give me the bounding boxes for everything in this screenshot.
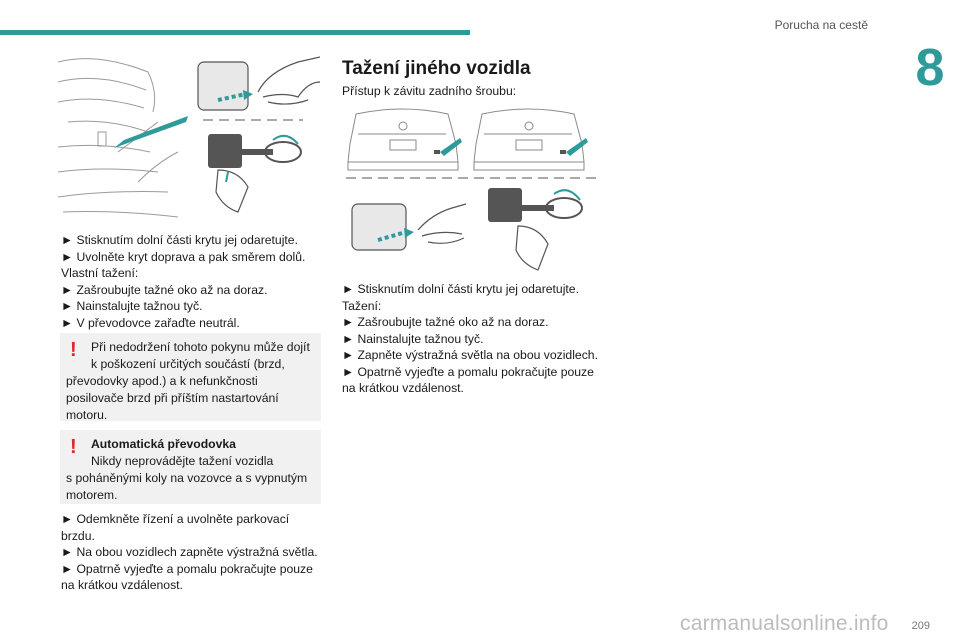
step: ► Zašroubujte tažné oko až na doraz. bbox=[61, 282, 268, 297]
step: ► Odemkněte řízení a uvolněte parkovací brzdu. bbox=[61, 512, 290, 543]
step: ► Uvolněte kryt doprava a pak směrem dolů. bbox=[61, 249, 306, 264]
watermark: carmanualsonline.info bbox=[680, 612, 889, 635]
step: ► Nainstalujte tažnou tyč. bbox=[61, 299, 203, 313]
warning-box bbox=[60, 333, 321, 421]
page-title: Tažení jiného vozidla bbox=[342, 58, 531, 79]
subheading: Přístup k závitu zadního šroubu: bbox=[342, 84, 517, 98]
rear-tow-illustration bbox=[342, 104, 600, 276]
warning-text: s poháněnými koly na vozovce a s vypnutým motorem. bbox=[66, 471, 308, 502]
section-title: Porucha na cestě bbox=[774, 18, 868, 32]
automatic-gearbox-warning bbox=[60, 430, 321, 504]
step-label: Tažení: bbox=[342, 298, 382, 313]
warning-icon: ! bbox=[70, 436, 77, 458]
left-steps-2 bbox=[61, 511, 323, 594]
page-number: 209 bbox=[911, 620, 930, 632]
step: ► Opatrně vyjeďte a pomalu pokračujte pouze na krátkou vzdálenost. bbox=[61, 561, 313, 592]
front-tow-illustration bbox=[58, 52, 320, 224]
step: ► Zapněte výstražná světla na obou vozidlech. bbox=[342, 348, 598, 362]
warning-text: k poškození určitých součástí (brzd, bbox=[91, 357, 285, 371]
step: ► Zašroubujte tažné oko až na doraz. bbox=[342, 315, 549, 329]
warning-text: převodovky apod.) a k nefunkčnosti posilovače brzd při příštím nastartování motoru. bbox=[66, 374, 279, 422]
step: ► Stisknutím dolní části krytu jej odaretujte. bbox=[61, 233, 298, 247]
step: ► Na obou vozidlech zapněte výstražná světla. bbox=[61, 545, 318, 559]
step-label: Vlastní tažení: bbox=[61, 266, 139, 280]
right-steps bbox=[342, 281, 604, 397]
step: ► Opatrně vyjeďte a pomalu pokračujte pouze na krátkou vzdálenost. bbox=[342, 364, 594, 395]
step: ► Stisknutím dolní části krytu jej odaretujte. bbox=[342, 282, 579, 296]
warning-icon: ! bbox=[70, 339, 77, 361]
warning-text: Při nedodržení tohoto pokynu může dojít bbox=[91, 340, 310, 354]
step: ► V převodovce zařaďte neutrál. bbox=[61, 315, 240, 330]
chapter-number: 8 bbox=[915, 39, 945, 97]
left-steps bbox=[61, 232, 323, 331]
step: ► Nainstalujte tažnou tyč. bbox=[342, 331, 484, 346]
warning-text: Nikdy neprovádějte tažení vozidla bbox=[91, 454, 274, 468]
warning-title: Automatická převodovka bbox=[91, 437, 236, 451]
header-accent-bar bbox=[0, 30, 470, 35]
